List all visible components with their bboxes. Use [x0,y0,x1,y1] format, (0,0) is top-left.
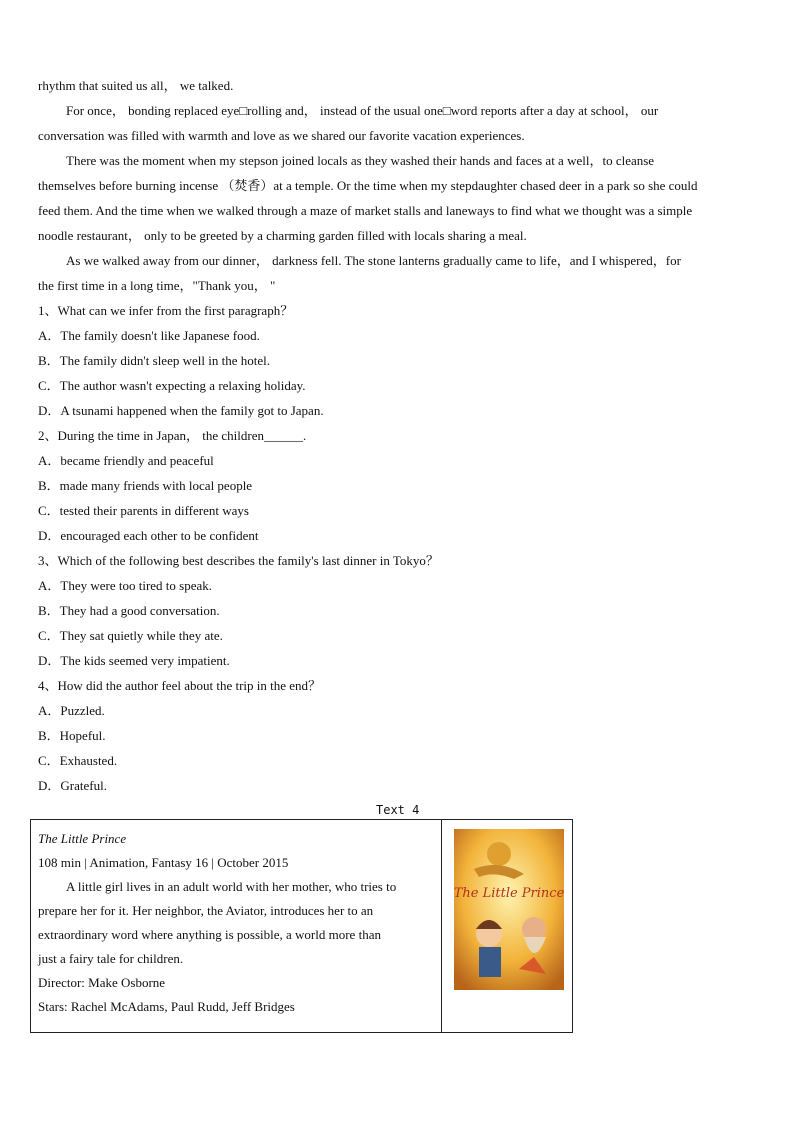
question-3: 3、Which of the following best describes the family's last dinner in Tokyo？ [38,553,439,568]
question-4: 4、How did the author feel about the trip in the end？ [38,678,322,693]
option-d: D．The kids seemed very impatient. [38,653,230,668]
option-b: B．The family didn't sleep well in the hotel. [38,353,270,368]
option-d: D．Grateful. [38,778,107,793]
option-b: B．made many friends with local people [38,478,253,493]
movie-description-line: prepare her for it. Her neighbor, the Aviator, introduces her to an [38,903,374,918]
option-d: D．A tsunami happened when the family got to Japan. [38,403,324,418]
option-c: C．Exhausted. [38,753,118,768]
option-a: A．became friendly and peaceful [38,453,214,468]
option-c: C．They sat quietly while they ate. [38,628,223,643]
option-b: B．Hopeful. [38,728,106,743]
passage-line: rhythm that suited us all， we talked. [38,78,234,93]
passage-line: For once， bonding replaced eye□rolling and， instead of the usual one□word reports after a day at school， our [66,103,659,118]
passage-line: noodle restaurant， only to be greeted by a charming garden filled with locals sharing a meal. [38,228,527,243]
movie-title: The Little Prince [38,831,127,846]
option-b: B．They had a good conversation. [38,603,220,618]
movie-poster-image [454,829,564,990]
option-a: A．The family doesn't like Japanese food. [38,328,260,343]
movie-director: Director: Make Osborne [38,975,166,990]
question-2: 2、During the time in Japan， the children______. [38,428,307,443]
option-a: A．Puzzled. [38,703,105,718]
passage-line: There was the moment when my stepson joined locals as they washed their hands and faces at a well，to cleanse [66,153,655,168]
option-c: C．The author wasn't expecting a relaxing holiday. [38,378,306,393]
passage-line: themselves before burning incense （焚香）at a temple. Or the time when my stepdaughter chased deer in a park so she could [38,178,698,193]
option-a: A．They were too tired to speak. [38,578,213,593]
passage-line: the first time in a long time，"Thank you， " [38,278,276,293]
question-1: 1、What can we infer from the first paragraph？ [38,303,294,318]
svg-text:The Little Prince: The Little Prince [454,886,564,901]
option-d: D．encouraged each other to be confident [38,528,259,543]
option-c: C．tested their parents in different ways [38,503,249,518]
movie-description-line: extraordinary word where anything is possible, a world more than [38,927,381,942]
section-heading: Text 4 [376,803,420,817]
passage-line: conversation was filled with warmth and love as we shared our favorite vacation experiences. [38,128,525,143]
movie-info-table [30,819,573,1033]
passage-line: feed them. And the time when we walked through a maze of market stalls and laneways to find what we thought was a simple [38,203,693,218]
movie-description-line: just a fairy tale for children. [38,951,184,966]
movie-meta: 108 min | Animation, Fantasy 16 | October 2015 [38,855,289,870]
passage-and-questions [38,73,758,798]
movie-stars: Stars: Rachel McAdams, Paul Rudd, Jeff Bridges [38,999,295,1014]
table-divider [441,820,442,1032]
movie-description-line: A little girl lives in an adult world with her mother, who tries to [66,879,397,894]
passage-line: As we walked away from our dinner， darkness fell. The stone lanterns gradually came to life，and I whispered，for [66,253,681,268]
